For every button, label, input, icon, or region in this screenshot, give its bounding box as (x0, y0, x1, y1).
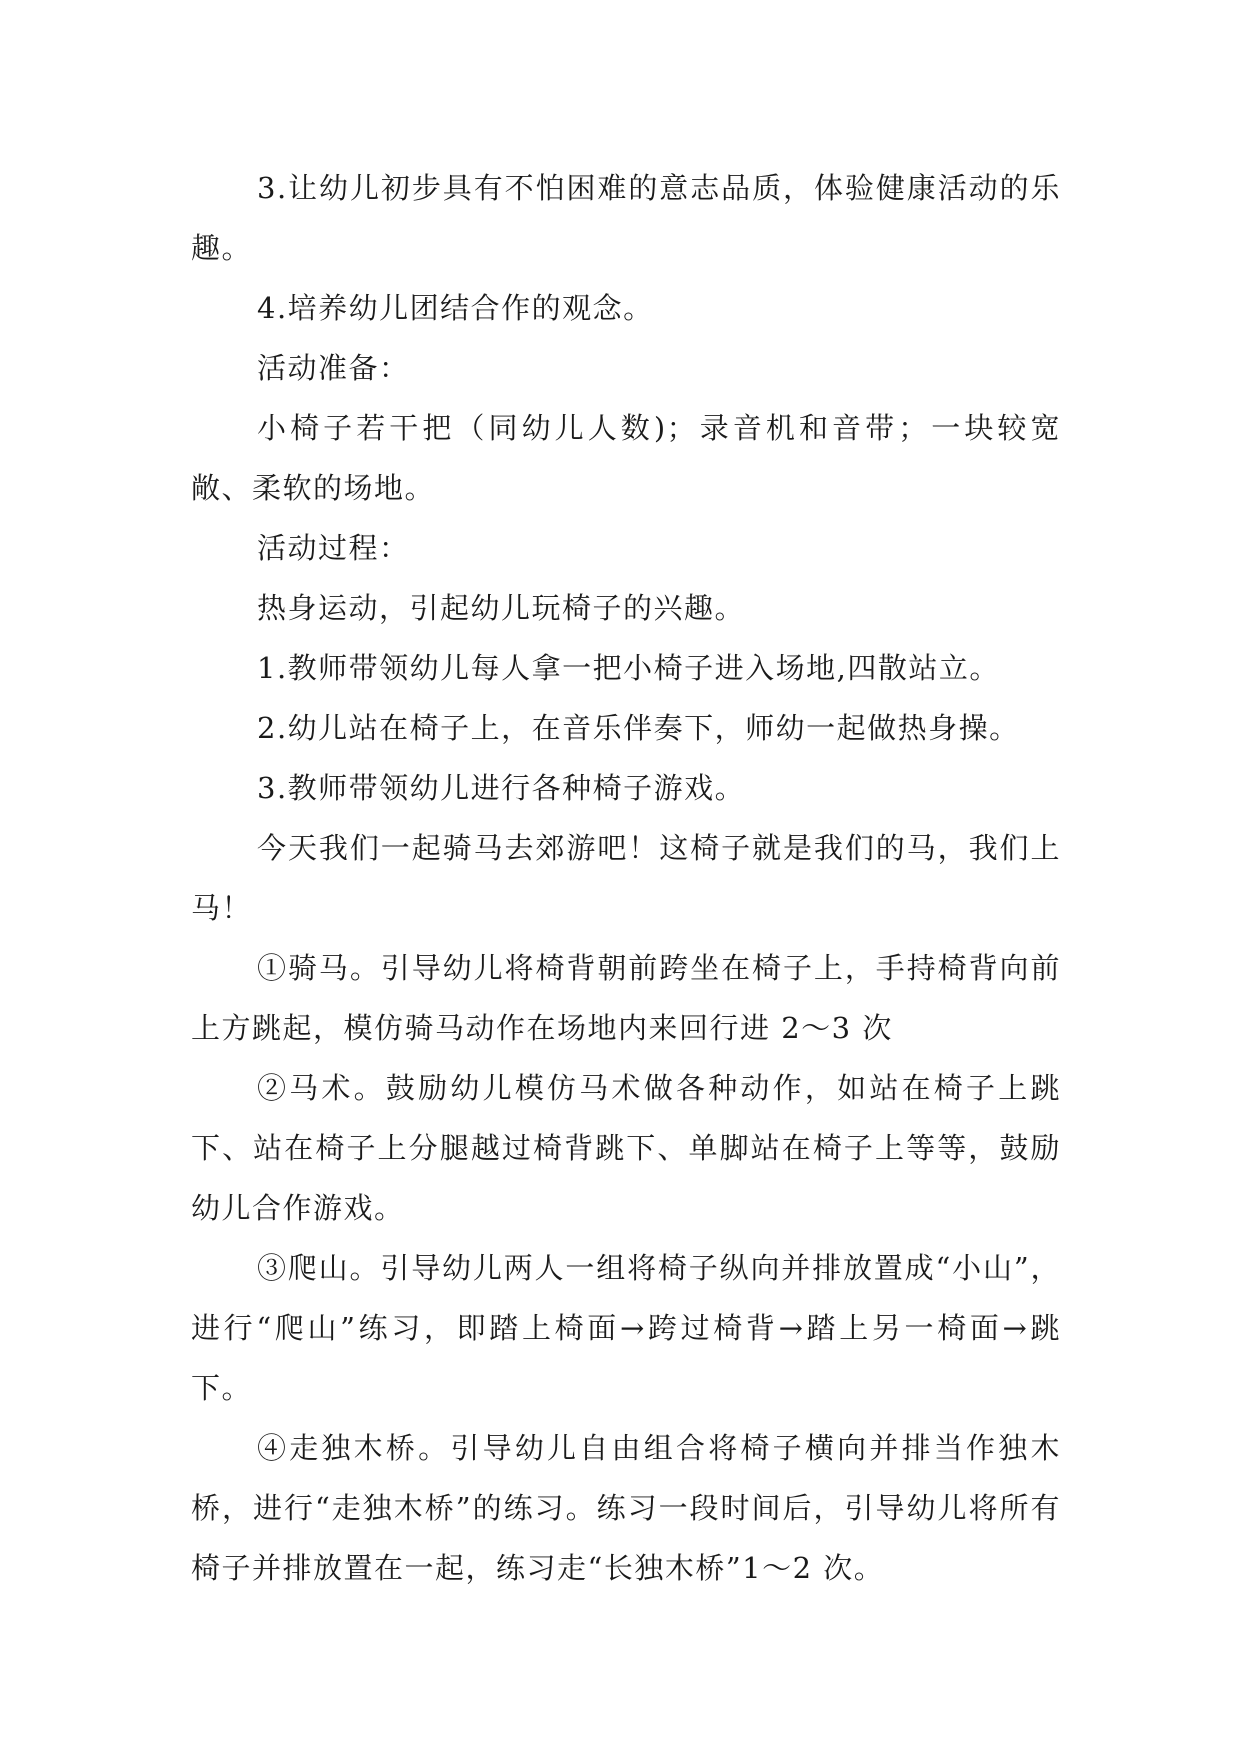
paragraph-game-riding: ①骑马。引导幼儿将椅背朝前跨坐在椅子上，手持椅背向前上方跳起，模仿骑马动作在场地内来回行进 2～3 次 (191, 951, 1061, 1045)
paragraph-step-3: 3.教师带领幼儿进行各种椅子游戏。 (257, 771, 746, 805)
paragraph-goal-3: 3.让幼儿初步具有不怕困难的意志品质，体验健康活动的乐趣。 (191, 171, 1061, 265)
paragraph-step-1: 1.教师带领幼儿每人拿一把小椅子进入场地,四散站立。 (257, 651, 1000, 685)
paragraph-game-equestrian: ②马术。鼓励幼儿模仿马术做各种动作，如站在椅子上跳下、站在椅子上分腿越过椅背跳下、单脚站在椅子上等等，鼓励幼儿合作游戏。 (191, 1071, 1061, 1225)
heading-activity-preparation: 活动准备： (257, 351, 410, 385)
document-body (191, 158, 1061, 1598)
paragraph-step-2: 2.幼儿站在椅子上，在音乐伴奏下，师幼一起做热身操。 (257, 711, 1020, 745)
paragraph-goal-4: 4.培养幼儿团结合作的观念。 (257, 291, 654, 325)
paragraph-materials: 小椅子若干把（同幼儿人数)；录音机和音带；一块较宽敞、柔软的场地。 (191, 411, 1061, 505)
heading-activity-process: 活动过程： (257, 531, 410, 565)
paragraph-game-climbing: ③爬山。引导幼儿两人一组将椅子纵向并排放置成“小山”，进行“爬山”练习，即踏上椅面→跨过椅背→踏上另一椅面→跳下。 (191, 1251, 1061, 1405)
paragraph-warmup: 热身运动，引起幼儿玩椅子的兴趣。 (257, 591, 746, 625)
paragraph-intro-game: 今天我们一起骑马去郊游吧！这椅子就是我们的马，我们上马！ (191, 831, 1061, 925)
paragraph-game-bridge: ④走独木桥。引导幼儿自由组合将椅子横向并排当作独木桥，进行“走独木桥”的练习。练习一段时间后，引导幼儿将所有椅子并排放置在一起，练习走“长独木桥”1～2 次。 (191, 1431, 1061, 1585)
